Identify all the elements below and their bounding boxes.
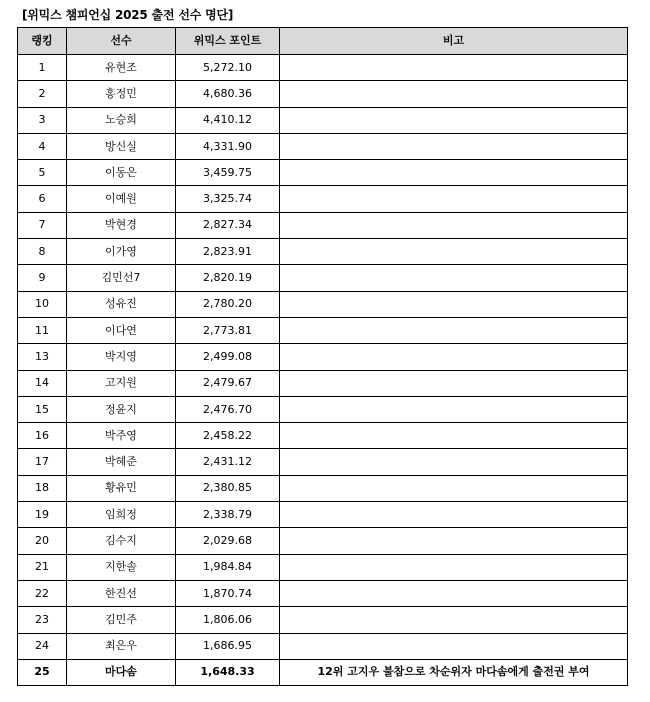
note-cell <box>280 212 628 238</box>
points-cell: 1,648.33 <box>176 659 280 685</box>
table-row <box>18 370 628 396</box>
table-row <box>18 449 628 475</box>
player-roster-table <box>17 27 628 686</box>
player-cell: 노승희 <box>67 107 176 133</box>
player-cell: 김민선7 <box>67 265 176 291</box>
table-row <box>18 528 628 554</box>
rank-cell: 18 <box>18 475 67 501</box>
table-row <box>18 344 628 370</box>
note-cell <box>280 107 628 133</box>
table-row <box>18 107 628 133</box>
rank-cell: 3 <box>18 107 67 133</box>
table-row <box>18 212 628 238</box>
rank-cell: 20 <box>18 528 67 554</box>
player-cell: 박현경 <box>67 212 176 238</box>
player-cell: 이동은 <box>67 160 176 186</box>
player-cell: 한진선 <box>67 580 176 606</box>
rank-cell: 8 <box>18 239 67 265</box>
player-cell: 박주영 <box>67 423 176 449</box>
table-row <box>18 659 628 685</box>
note-cell <box>280 607 628 633</box>
note-cell <box>280 81 628 107</box>
player-cell: 이가영 <box>67 239 176 265</box>
note-cell <box>280 133 628 159</box>
points-cell: 2,773.81 <box>176 317 280 343</box>
player-cell: 유현조 <box>67 55 176 81</box>
player-cell: 이다연 <box>67 317 176 343</box>
table-row <box>18 396 628 422</box>
note-cell <box>280 554 628 580</box>
rank-cell: 25 <box>18 659 67 685</box>
note-cell <box>280 265 628 291</box>
points-cell: 2,499.08 <box>176 344 280 370</box>
rank-cell: 5 <box>18 160 67 186</box>
points-cell: 2,029.68 <box>176 528 280 554</box>
note-cell <box>280 370 628 396</box>
points-cell: 2,827.34 <box>176 212 280 238</box>
rank-cell: 2 <box>18 81 67 107</box>
note-cell <box>280 580 628 606</box>
points-cell: 5,272.10 <box>176 55 280 81</box>
table-row <box>18 239 628 265</box>
points-cell: 1,984.84 <box>176 554 280 580</box>
table-row <box>18 186 628 212</box>
table-row <box>18 55 628 81</box>
note-cell <box>280 528 628 554</box>
player-cell: 정윤지 <box>67 396 176 422</box>
header-note: 비고 <box>280 28 628 55</box>
rank-cell: 13 <box>18 344 67 370</box>
note-cell: 12위 고지우 불참으로 차순위자 마다솜에게 출전권 부여 <box>280 659 628 685</box>
points-cell: 4,331.90 <box>176 133 280 159</box>
points-cell: 2,823.91 <box>176 239 280 265</box>
rank-cell: 19 <box>18 502 67 528</box>
table-row <box>18 475 628 501</box>
table-row <box>18 554 628 580</box>
rank-cell: 17 <box>18 449 67 475</box>
points-cell: 2,380.85 <box>176 475 280 501</box>
rank-cell: 24 <box>18 633 67 659</box>
note-cell <box>280 423 628 449</box>
note-cell <box>280 160 628 186</box>
note-cell <box>280 55 628 81</box>
table-row <box>18 580 628 606</box>
points-cell: 4,680.36 <box>176 81 280 107</box>
rank-cell: 4 <box>18 133 67 159</box>
rank-cell: 21 <box>18 554 67 580</box>
note-cell <box>280 633 628 659</box>
page-title: [위믹스 챔피언십 2025 출전 선수 명단] <box>22 8 234 22</box>
rank-cell: 14 <box>18 370 67 396</box>
player-cell: 이예원 <box>67 186 176 212</box>
rank-cell: 23 <box>18 607 67 633</box>
note-cell <box>280 475 628 501</box>
player-cell: 성유진 <box>67 291 176 317</box>
points-cell: 2,479.67 <box>176 370 280 396</box>
table-row <box>18 291 628 317</box>
note-cell <box>280 344 628 370</box>
player-cell: 박혜준 <box>67 449 176 475</box>
header-points: 위믹스 포인트 <box>176 28 280 55</box>
rank-cell: 7 <box>18 212 67 238</box>
rank-cell: 15 <box>18 396 67 422</box>
note-cell <box>280 291 628 317</box>
table-row <box>18 133 628 159</box>
note-cell <box>280 449 628 475</box>
player-cell: 김수지 <box>67 528 176 554</box>
points-cell: 2,780.20 <box>176 291 280 317</box>
rank-cell: 6 <box>18 186 67 212</box>
header-rank: 랭킹 <box>18 28 67 55</box>
table-row <box>18 265 628 291</box>
points-cell: 3,325.74 <box>176 186 280 212</box>
header-player: 선수 <box>67 28 176 55</box>
table-row <box>18 502 628 528</box>
note-cell <box>280 186 628 212</box>
player-cell: 홍정민 <box>67 81 176 107</box>
player-cell: 최은우 <box>67 633 176 659</box>
points-cell: 1,806.06 <box>176 607 280 633</box>
rank-cell: 9 <box>18 265 67 291</box>
table-row <box>18 81 628 107</box>
points-cell: 3,459.75 <box>176 160 280 186</box>
points-cell: 2,458.22 <box>176 423 280 449</box>
note-cell <box>280 317 628 343</box>
player-cell: 마다솜 <box>67 659 176 685</box>
rank-cell: 1 <box>18 55 67 81</box>
note-cell <box>280 396 628 422</box>
player-cell: 방신실 <box>67 133 176 159</box>
player-cell: 임희정 <box>67 502 176 528</box>
points-cell: 2,431.12 <box>176 449 280 475</box>
player-cell: 황유민 <box>67 475 176 501</box>
header-row <box>18 28 628 55</box>
rank-cell: 22 <box>18 580 67 606</box>
points-cell: 2,476.70 <box>176 396 280 422</box>
points-cell: 1,686.95 <box>176 633 280 659</box>
points-cell: 2,338.79 <box>176 502 280 528</box>
table-row <box>18 317 628 343</box>
note-cell <box>280 502 628 528</box>
points-cell: 2,820.19 <box>176 265 280 291</box>
table-row <box>18 607 628 633</box>
rank-cell: 16 <box>18 423 67 449</box>
note-cell <box>280 239 628 265</box>
table-row <box>18 423 628 449</box>
points-cell: 1,870.74 <box>176 580 280 606</box>
player-cell: 김민주 <box>67 607 176 633</box>
rank-cell: 11 <box>18 317 67 343</box>
player-cell: 고지원 <box>67 370 176 396</box>
player-cell: 박지영 <box>67 344 176 370</box>
table-row <box>18 160 628 186</box>
points-cell: 4,410.12 <box>176 107 280 133</box>
table-row <box>18 633 628 659</box>
player-cell: 지한솔 <box>67 554 176 580</box>
rank-cell: 10 <box>18 291 67 317</box>
